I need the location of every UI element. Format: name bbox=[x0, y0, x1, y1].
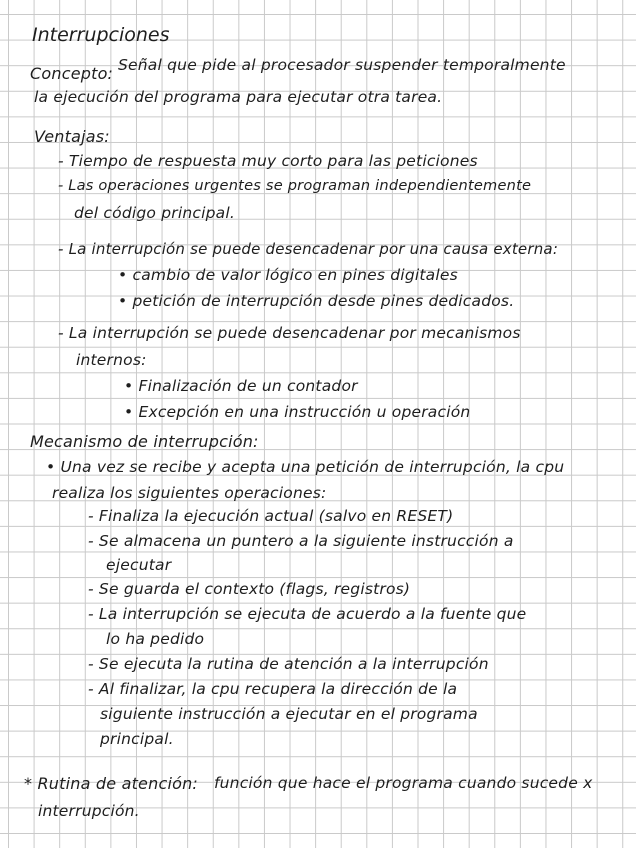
mecanismo-line: lo ha pedido bbox=[106, 630, 205, 648]
ventajas-label: Ventajas: bbox=[34, 127, 110, 146]
mecanismo-line: - Se almacena un puntero a la siguiente instrucción a bbox=[88, 532, 514, 550]
mecanismo-line: ejecutar bbox=[106, 556, 172, 574]
ventajas-item: - La interrupción se puede desencadenar por mecanismos bbox=[58, 324, 521, 342]
ventajas-item: del código principal. bbox=[74, 204, 235, 222]
mecanismo-line: • Una vez se recibe y acepta una petición de interrupción, la cpu bbox=[46, 458, 565, 476]
mecanismo-label: Mecanismo de interrupción: bbox=[30, 432, 259, 451]
mecanismo-line: - Se ejecuta la rutina de atención a la interrupción bbox=[88, 655, 489, 673]
mecanismo-line: - Finaliza la ejecución actual (salvo en RESET) bbox=[88, 507, 454, 525]
ventajas-subitem: • cambio de valor lógico en pines digitales bbox=[118, 266, 458, 284]
mecanismo-line: principal. bbox=[100, 730, 174, 748]
rutina-label bbox=[24, 774, 198, 793]
rutina-line-2: interrupción. bbox=[38, 802, 140, 820]
mecanismo-line: - La interrupción se ejecuta de acuerdo a la fuente que bbox=[88, 605, 527, 623]
ventajas-item: - La interrupción se puede desencadenar por una causa externa: bbox=[58, 240, 559, 258]
ventajas-item: - Tiempo de respuesta muy corto para las peticiones bbox=[58, 152, 478, 170]
rutina-label-text: * Rutina de atención: bbox=[24, 774, 199, 793]
concepto-line-2: la ejecución del programa para ejecutar otra tarea. bbox=[34, 88, 443, 106]
ventajas-item: - Las operaciones urgentes se programan independientemente bbox=[58, 177, 532, 194]
page-title: Interrupciones bbox=[18, 24, 182, 46]
concepto-label: Concepto: bbox=[30, 64, 114, 83]
ventajas-subitem: • petición de interrupción desde pines dedicados. bbox=[118, 292, 515, 310]
ventajas-item: internos: bbox=[76, 351, 147, 369]
mecanismo-line: - Se guarda el contexto (flags, registros) bbox=[88, 580, 411, 598]
concepto-line-1: Señal que pide al procesador suspender temporalmente bbox=[118, 56, 566, 74]
mecanismo-line: realiza los siguientes operaciones: bbox=[52, 484, 327, 502]
ventajas-subitem: • Finalización de un contador bbox=[124, 377, 358, 395]
ventajas-subitem: • Excepción en una instrucción u operación bbox=[124, 403, 471, 421]
rutina-line-1: función que hace el programa cuando sucede x bbox=[214, 774, 593, 792]
mecanismo-line: - Al finalizar, la cpu recupera la dirección de la bbox=[88, 680, 458, 698]
mecanismo-line: siguiente instrucción a ejecutar en el programa bbox=[100, 705, 478, 723]
